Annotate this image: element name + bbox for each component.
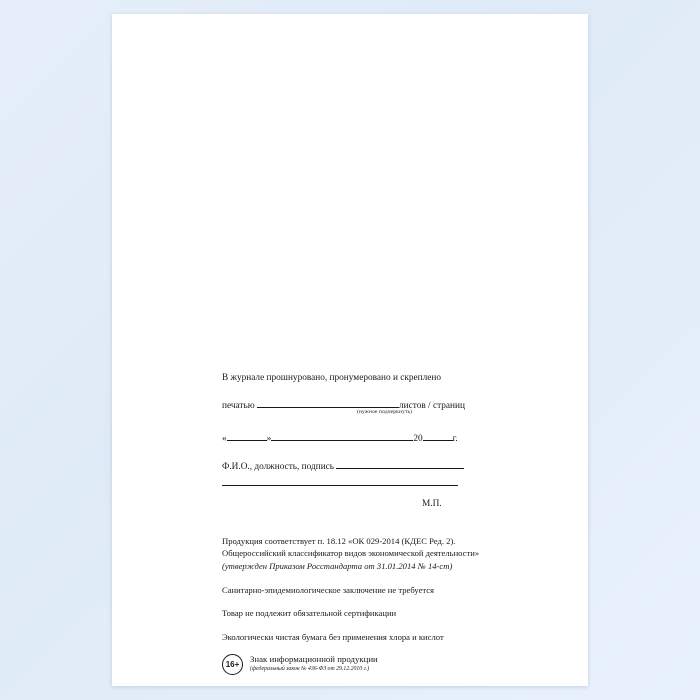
document-content [222,372,562,675]
okved-line-2: Общероссийский классификатор видов экономической деятельности» [222,548,480,559]
date-day-blank[interactable] [227,431,267,441]
date-line [222,431,562,446]
seal-pages-blank[interactable] [257,398,399,408]
info-mark-law: (федеральный закон № 436-ФЗ от 29.12.2010 г.) [250,665,370,672]
sanitary-note: Санитарно-эпидемиологическое заключение не требуется [222,584,435,595]
mp-label: М.П. [422,499,442,510]
eco-paper-note: Экологически чистая бумага без применения хлора и кислот [222,631,444,642]
age-rating-badge-icon: 16+ [222,654,243,675]
date-year-prefix: 20 [413,434,423,445]
fio-line [222,459,562,474]
fio-blank[interactable] [336,459,464,469]
okved-line-3: (утвержден Приказом Росстандарта от 31.01.2014 № 14-ст) [222,560,453,571]
seal-pages-prefix: печатью [222,400,255,411]
fio-blank-second-line[interactable] [222,475,458,486]
date-quote-open: « [222,434,227,445]
fio-label: Ф.И.О., должность, подпись [222,461,335,472]
document-page [112,14,588,686]
fio-block [222,459,562,487]
seal-pages-note: (нужное подчеркнуть) [357,409,413,416]
seal-statement-line: В журнале прошнуровано, пронумеровано и скреплено [222,373,442,383]
info-mark-text [250,654,378,673]
seal-statement-block [222,372,562,385]
okved-block [222,535,562,572]
okved-line-1: Продукция соответствует п. 18.12 «ОК 029-2014 (КДЕС Ред. 2). [222,536,456,547]
date-block [222,431,562,446]
date-year-blank[interactable] [423,431,453,441]
date-year-suffix: г. [452,434,458,445]
date-month-blank[interactable] [271,431,413,441]
seal-pages-block [222,398,562,419]
no-certification-note: Товар не подлежит обязательной сертификации [222,608,397,619]
info-mark-row [222,654,562,675]
info-mark-title: Знак информационной продукции [250,654,378,665]
date-quote-close: » [266,434,272,445]
seal-pages-suffix: листов / страниц [399,400,465,411]
